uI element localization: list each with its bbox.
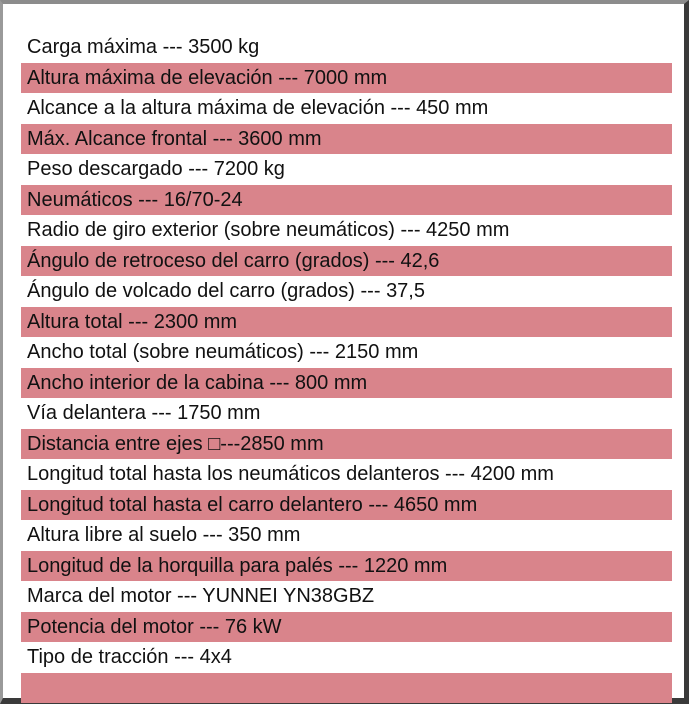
spec-row: Potencia del motor --- 76 kW: [21, 612, 672, 643]
spec-row: Longitud total hasta el carro delantero --- 4650 mm: [21, 490, 672, 521]
spec-row: Marca del motor --- YUNNEI YN38GBZ: [27, 585, 375, 607]
spec-row: Tipo de tracción --- 4x4: [27, 646, 232, 668]
spec-row: Longitud de la horquilla para palés --- 1220 mm: [21, 551, 672, 582]
spec-row: Distancia entre ejes □---2850 mm: [21, 429, 672, 460]
spec-row: Altura máxima de elevación --- 7000 mm: [21, 63, 672, 94]
spec-row: Neumáticos --- 16/70-24: [21, 185, 672, 216]
spec-row: Ancho total (sobre neumáticos) --- 2150 mm: [27, 341, 419, 363]
spec-row: Radio de giro exterior (sobre neumáticos) --- 4250 mm: [27, 219, 510, 241]
spec-row: Altura libre al suelo --- 350 mm: [27, 524, 301, 546]
spec-row: Carga máxima --- 3500 kg: [27, 36, 260, 58]
spec-list: [21, 32, 672, 703]
spec-row: Ancho interior de la cabina --- 800 mm: [21, 368, 672, 399]
spec-row: Peso descargado --- 7200 kg: [27, 158, 285, 180]
spec-row: Longitud total hasta los neumáticos delanteros --- 4200 mm: [27, 463, 554, 485]
spec-row: Altura total --- 2300 mm: [21, 307, 672, 338]
spec-row: Alcance a la altura máxima de elevación --- 450 mm: [27, 97, 489, 119]
spec-row: Vía delantera --- 1750 mm: [27, 402, 261, 424]
spec-row: Ángulo de retroceso del carro (grados) --- 42,6: [21, 246, 672, 277]
spec-row-empty: [21, 673, 672, 704]
spec-row: Ángulo de volcado del carro (grados) --- 37,5: [27, 280, 425, 302]
spec-row: Máx. Alcance frontal --- 3600 mm: [21, 124, 672, 155]
